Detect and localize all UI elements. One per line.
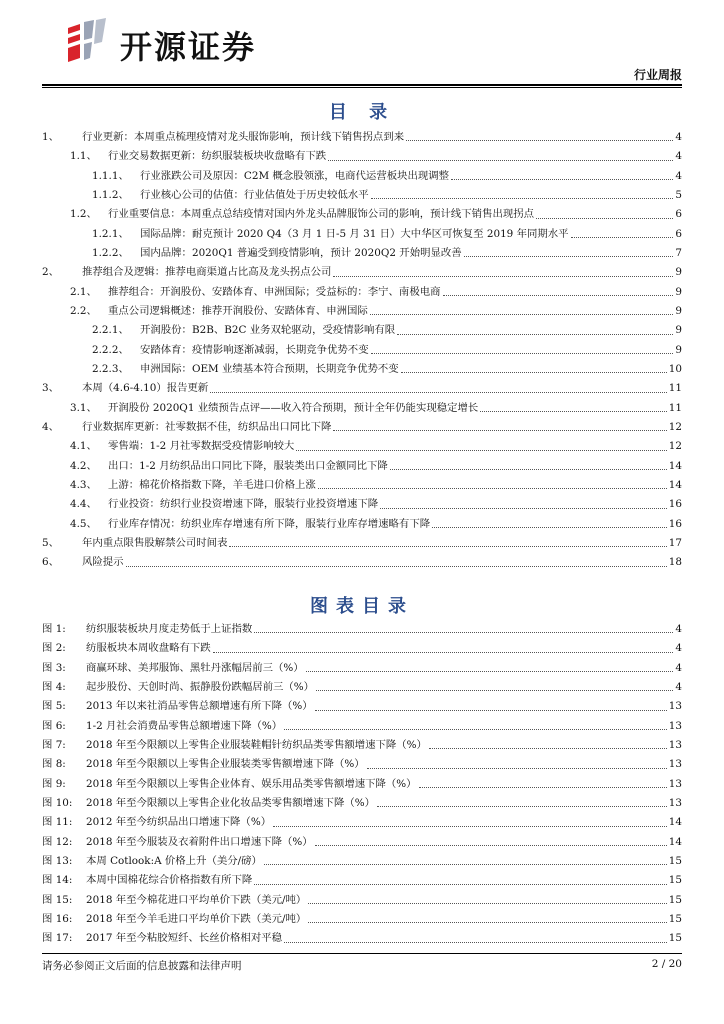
toc-entry[interactable] [42,341,682,360]
entry-text: 行业重要信息：本周重点总结疫情对国内外龙头品牌服饰公司的影响，预计线下销售出现拐点 [108,208,535,221]
entry-number: 2.2.3、 [92,362,129,375]
entry-page: 12 [668,440,682,453]
entry-text: 国内品牌：2020Q1 普遍受到疫情影响，预计 2020Q2 开始明显改善 [140,246,462,259]
dot-leader [333,263,673,276]
entry-number: 1、 [42,131,60,143]
dot-leader [429,736,667,749]
entry-number: 6、 [42,556,60,569]
entry-text: 2018 年至今限额以上零售企业化妆品类零售额增速下降（%） [86,796,375,809]
dot-leader [397,321,673,334]
logo-mark-icon [62,18,118,68]
entry-number: 图 1: [42,623,66,635]
figure-entry[interactable] [42,794,682,813]
entry-page: 7 [675,246,682,259]
entry-page: 4 [675,661,682,674]
entry-page: 4 [675,169,682,182]
company-logo [62,18,282,68]
entry-text: 行业数据库更新：社零数据不佳，纺织品出口同比下降 [82,420,332,433]
dot-leader [284,929,667,942]
dot-leader [571,225,674,238]
dot-leader [296,437,666,450]
entry-text: 推荐组合及逻辑：推荐电商渠道占比高及龙头拐点公司 [82,266,332,279]
dot-leader [273,813,667,826]
entry-page: 4 [675,680,682,693]
entry-text: 2017 年至今粘胶短纤、长丝价格相对平稳 [86,932,282,945]
figure-entry[interactable] [42,833,682,852]
entry-number: 图 7: [42,738,66,751]
entry-page: 9 [675,304,682,317]
figure-entry[interactable] [42,697,682,716]
dot-leader [377,794,667,807]
toc-entry[interactable] [42,186,682,205]
entry-number: 图 9: [42,777,66,790]
dot-leader [210,379,666,392]
entry-number: 图 11: [42,816,73,829]
entry-page: 15 [668,854,682,867]
entry-page: 14 [668,478,682,491]
entry-number: 图 6: [42,719,66,732]
entry-text: 重点公司逻辑概述：推荐开润股份、安踏体育、申洲国际 [108,304,368,317]
page-indicator: 2 / 20 [651,958,682,970]
entry-text: 2018 年至今棉花进口平均单价下跌（美元/吨） [86,893,307,906]
dot-leader [284,717,667,730]
entry-number: 图 5: [42,700,66,713]
entry-page: 14 [668,459,682,472]
dot-leader [315,833,667,846]
entry-number: 1.1.2、 [92,188,129,201]
entry-text: 2018 年至今限额以上零售企业服装类零售额增速下降（%） [86,758,365,771]
entry-page: 5 [675,188,682,201]
entry-text: 零售端：1-2 月社零数据受疫情影响较大 [108,440,295,453]
dot-leader [451,167,673,180]
entry-number: 图 17: [42,932,73,945]
dot-leader [316,678,673,691]
figure-entry[interactable] [42,620,682,639]
entry-number: 图 12: [42,835,73,848]
entry-text: 商赢环球、美邦服饰、黑牡丹涨幅居前三（%） [86,661,304,674]
dot-leader [464,244,674,257]
dot-leader [318,476,667,489]
dot-leader [390,457,667,470]
entry-page: 13 [668,738,682,751]
table-of-contents [42,128,682,573]
entry-page: 16 [668,517,682,530]
dot-leader [432,515,667,528]
report-type: 行业周报 [633,68,682,82]
entry-number: 1.1.1、 [92,169,129,182]
entry-text: 出口：1-2 月纺织品出口同比下降，服装类出口金额同比下降 [108,459,388,472]
dot-leader [264,852,667,865]
figure-list [42,620,682,949]
dot-leader [229,534,666,547]
entry-number: 图 15: [42,893,73,906]
entry-number: 图 4: [42,680,66,693]
entry-number: 图 16: [42,912,73,925]
entry-text: 行业交易数据更新：纺织服装板块收盘略有下跌 [108,150,327,163]
entry-page: 4 [675,150,682,163]
toc-entry[interactable] [42,437,682,456]
dot-leader [308,891,666,904]
entry-number: 2.2、 [70,304,97,317]
entry-text: 年内重点限售股解禁公司时间表 [82,536,228,549]
dot-leader [371,341,674,354]
entry-page: 10 [668,362,682,375]
entry-text: 行业库存情况：纺织业库存增速有所下降，服装行业库存增速略有下降 [108,517,431,530]
entry-text: 纺织服装板块月度走势低于上证指数 [86,623,253,635]
entry-number: 3.1、 [70,401,97,414]
entry-text: 本周中国棉花综合价格指数有所下降 [86,874,253,887]
dot-leader [536,205,673,218]
entry-page: 4 [675,131,682,143]
entry-page: 14 [668,816,682,829]
entry-page: 13 [668,719,682,732]
entry-number: 图 8: [42,758,66,771]
entry-page: 4 [675,642,682,655]
entry-number: 图 14: [42,874,73,887]
entry-page: 14 [668,835,682,848]
entry-page: 9 [675,285,682,298]
entry-text: 申洲国际：OEM 业绩基本符合预期，长期竞争优势不变 [140,362,399,375]
dot-leader [370,302,674,315]
entry-text: 行业涨跌公司及原因：C2M 概念股领涨，电商代运营板块出现调整 [140,169,450,182]
toc-entry[interactable] [42,534,682,553]
figure-entry[interactable] [42,717,682,736]
entry-page: 9 [675,343,682,356]
entry-text: 2018 年至今服装及衣着附件出口增速下降（%） [86,835,313,848]
entry-number: 1.1、 [70,150,97,163]
figure-list-title: 图表目录 [310,596,414,617]
entry-page: 11 [668,382,682,395]
dot-leader [371,186,674,199]
toc-entry[interactable] [42,379,682,398]
entry-page: 17 [668,536,682,549]
dot-leader [401,360,667,373]
toc-entry[interactable] [42,360,682,379]
toc-entry[interactable] [42,128,682,147]
dot-leader [333,418,666,431]
entry-page: 15 [668,912,682,925]
toc-entry[interactable] [42,457,682,476]
entry-number: 4.1、 [70,440,97,453]
entry-text: 本周 Cotlook:A 价格上升（美分/磅） [86,854,262,867]
entry-page: 15 [668,874,682,887]
figure-entry[interactable] [42,852,682,871]
entry-number: 3、 [42,382,60,395]
figure-entry[interactable] [42,659,682,678]
entry-text: 2012 年至今纺织品出口增速下降（%） [86,816,272,829]
entry-text: 1-2 月社会消费品零售总额增速下降（%） [86,719,283,732]
dot-leader [126,553,667,566]
toc-entry[interactable] [42,147,682,166]
toc-entry[interactable] [42,418,682,437]
entry-page: 6 [675,208,682,221]
figure-entry[interactable] [42,871,682,890]
dot-leader [213,639,674,652]
entry-page: 15 [668,932,682,945]
company-name: 开源证券 [120,28,257,66]
figure-entry[interactable] [42,736,682,755]
dot-leader [254,620,673,633]
entry-text: 2018 年至今限额以上零售企业体育、娱乐用品类零售额增速下降（%） [86,777,417,790]
header-divider [42,84,682,86]
entry-page: 9 [675,266,682,279]
entry-text: 行业投资：纺织行业投资增速下降，服装行业投资增速下降 [108,498,379,511]
toc-entry[interactable] [42,476,682,495]
entry-text: 2018 年至今限额以上零售企业服装鞋帽针纺织品类零售额增速下降（%） [86,738,427,751]
toc-entry[interactable] [42,244,682,263]
entry-text: 上游：棉花价格指数下降，羊毛进口价格上涨 [108,478,316,491]
entry-number: 4.4、 [70,498,97,511]
entry-number: 2、 [42,266,60,279]
figure-entry[interactable] [42,891,682,910]
entry-page: 13 [668,796,682,809]
entry-number: 1.2.1、 [92,227,129,240]
entry-page: 16 [668,498,682,511]
dot-leader [254,871,667,884]
dot-leader [406,128,673,141]
entry-text: 风险提示 [82,556,124,569]
entry-number: 5、 [42,536,60,549]
dot-leader [308,910,666,923]
entry-page: 9 [675,324,682,337]
dot-leader [380,495,667,508]
dot-leader [315,697,667,710]
entry-number: 图 10: [42,796,73,809]
entry-number: 4.3、 [70,478,97,491]
entry-number: 2.1、 [70,285,97,298]
entry-text: 安踏体育：疫情影响逐渐减弱，长期竞争优势不变 [140,343,369,356]
figure-entry[interactable] [42,639,682,658]
toc-entry[interactable] [42,495,682,514]
dot-leader [306,659,674,672]
entry-text: 开润股份 2020Q1 业绩预告点评——收入符合预期，预计全年仍能实现稳定增长 [108,401,479,414]
entry-page: 15 [668,893,682,906]
entry-number: 4.2、 [70,459,97,472]
entry-number: 1.2、 [70,208,97,221]
entry-page: 13 [668,777,682,790]
dot-leader [367,755,667,768]
dot-leader [480,399,666,412]
toc-title: 目 录 [328,102,396,123]
entry-number: 4、 [42,420,60,433]
toc-entry[interactable] [42,302,682,321]
entry-text: 2018 年至今羊毛进口平均单价下跌（美元/吨） [86,912,307,925]
toc-entry[interactable] [42,553,682,572]
footer-divider [42,953,682,954]
toc-entry[interactable] [42,283,682,302]
toc-entry[interactable] [42,225,682,244]
entry-page: 12 [668,420,682,433]
toc-entry[interactable] [42,167,682,186]
figure-entry[interactable] [42,755,682,774]
entry-text: 国际品牌：耐克预计 2020 Q4（3 月 1 日-5 月 31 日）大中华区可恢复至 2019 年同期水平 [140,227,569,240]
entry-page: 4 [675,623,682,635]
figure-entry[interactable] [42,813,682,832]
entry-page: 11 [668,401,682,414]
entry-text: 行业核心公司的估值：行业估值处于历史较低水平 [140,188,369,201]
entry-text: 推荐组合：开润股份、安踏体育、申洲国际；受益标的：李宁、南极电商 [108,285,441,298]
entry-text: 起步股份、天创时尚、振静股份跌幅居前三（%） [86,680,315,693]
entry-page: 13 [668,758,682,771]
dot-leader [328,147,673,160]
entry-text: 开润股份：B2B、B2C 业务双轮驱动，受疫情影响有限 [140,324,396,337]
entry-number: 4.5、 [70,517,97,530]
figure-entry[interactable] [42,678,682,697]
figure-entry[interactable] [42,910,682,929]
toc-entry[interactable] [42,205,682,224]
dot-leader [443,283,674,296]
entry-number: 2.2.2、 [92,343,129,356]
dot-leader [419,775,667,788]
entry-text: 行业更新：本周重点梳理疫情对龙头服饰影响，预计线下销售拐点到来 [82,131,405,143]
toc-entry[interactable] [42,263,682,282]
entry-number: 图 3: [42,661,66,674]
entry-number: 2.2.1、 [92,324,129,337]
figure-entry[interactable] [42,775,682,794]
toc-entry[interactable] [42,321,682,340]
entry-number: 图 13: [42,854,73,867]
footer-disclaimer: 请务必参阅正文后面的信息披露和法律声明 [42,960,242,972]
entry-text: 2013 年以来社消品零售总额增速有所下降（%） [86,700,313,713]
toc-entry[interactable] [42,515,682,534]
entry-page: 13 [668,700,682,713]
entry-number: 图 2: [42,642,66,655]
entry-text: 纺服板块本周收盘略有下跌 [86,642,211,655]
entry-number: 1.2.2、 [92,246,129,259]
header-divider-thin [42,87,682,88]
entry-page: 18 [668,556,682,569]
figure-entry[interactable] [42,929,682,948]
entry-text: 本周（4.6-4.10）报告更新 [82,382,209,395]
entry-page: 6 [675,227,682,240]
toc-entry[interactable] [42,399,682,418]
